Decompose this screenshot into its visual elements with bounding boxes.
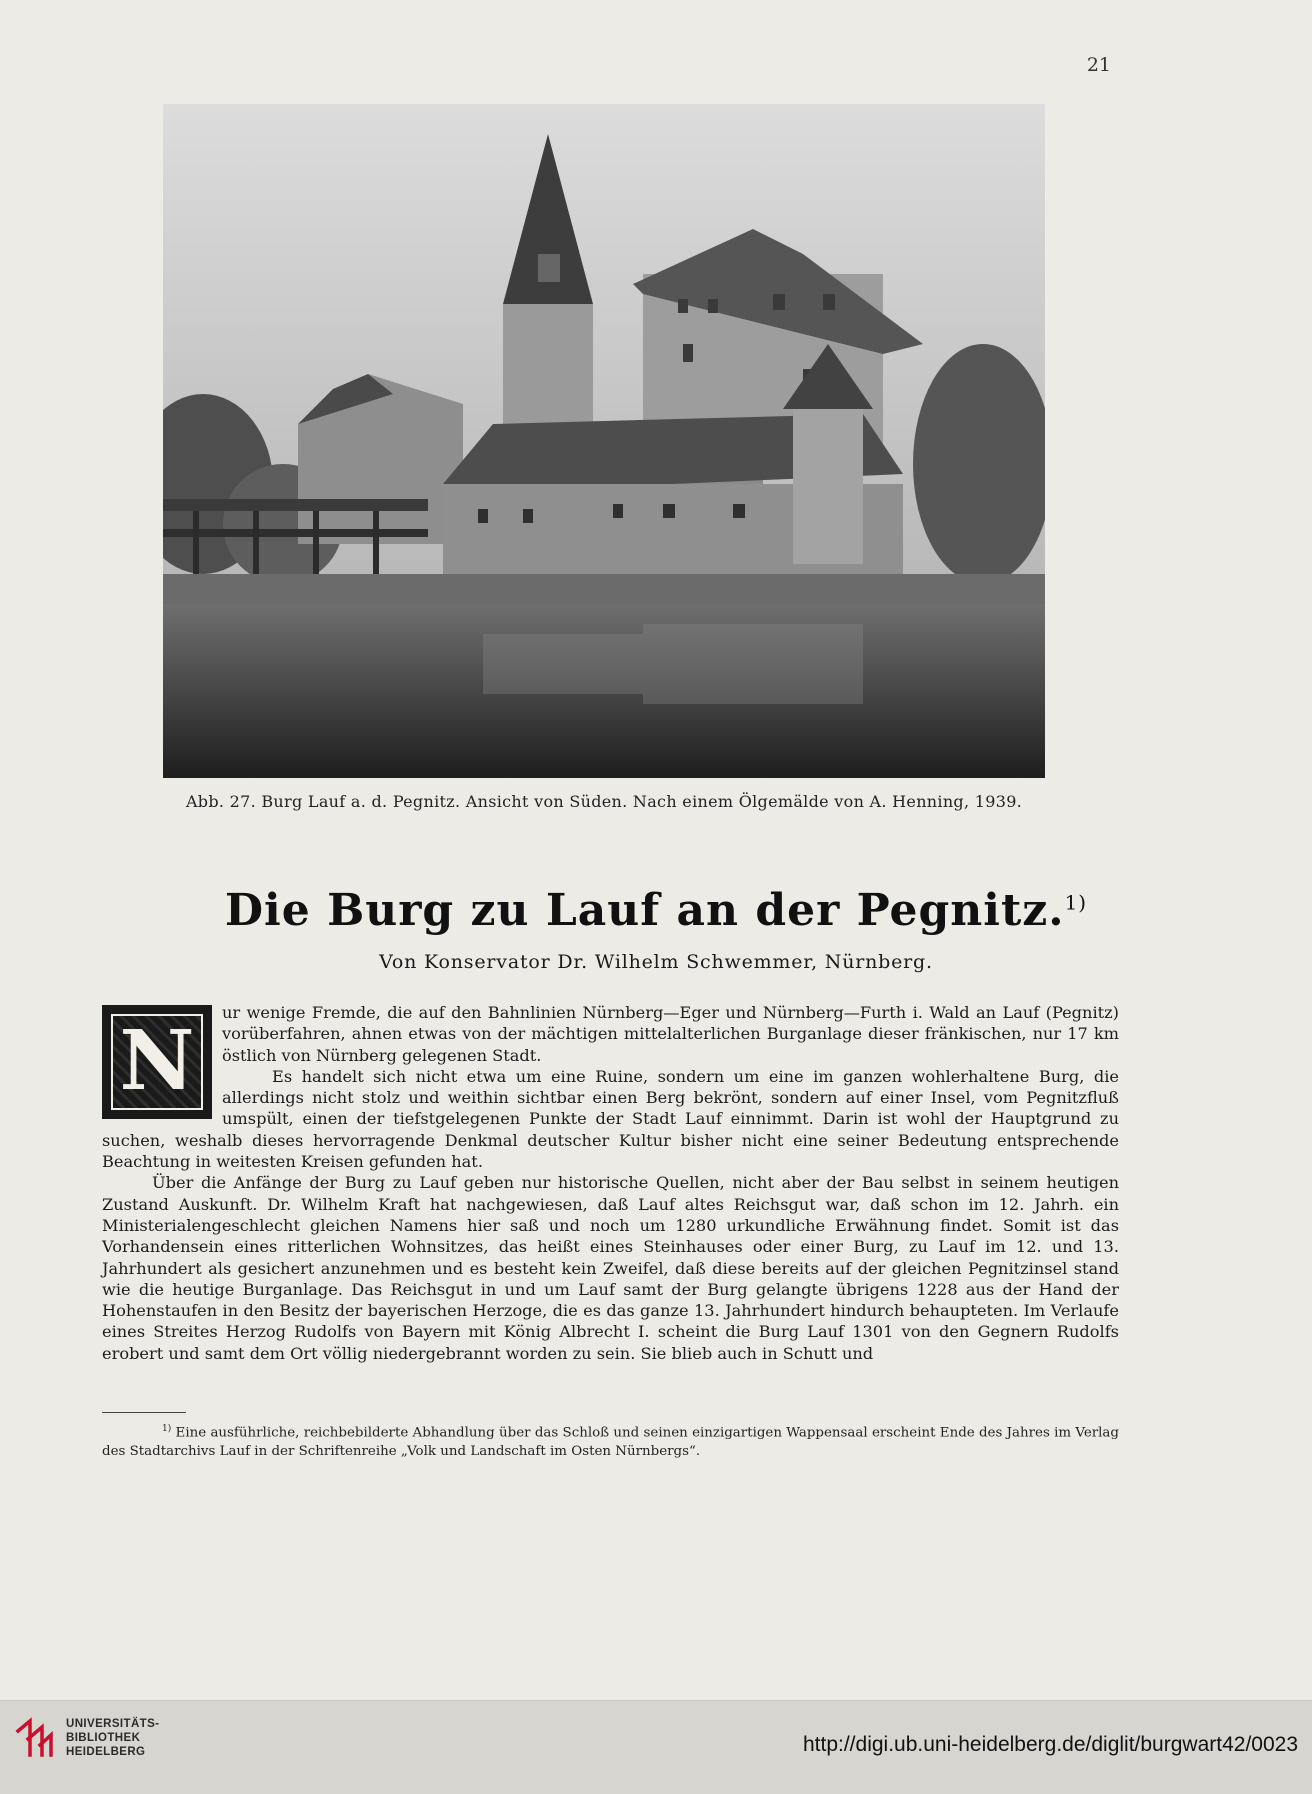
article-body <box>102 1002 1119 1364</box>
initial-letter: N <box>111 1014 203 1110</box>
library-name-line-2: BIBLIOTHEK <box>66 1732 141 1744</box>
castle-painting-image <box>163 104 1045 778</box>
library-name-line-1: UNIVERSITÄTS- <box>66 1718 160 1730</box>
library-name-line-3: HEIDELBERG <box>66 1746 146 1758</box>
article-title-text: Die Burg zu Lauf an der Pegnitz. <box>224 885 1065 936</box>
footnote <box>102 1420 1119 1461</box>
footnote-divider <box>102 1412 186 1413</box>
permalink-url[interactable]: http://digi.ub.uni-heidelberg.de/diglit/burgwart42/0023 <box>802 1733 1298 1756</box>
viewer-footer <box>0 1700 1312 1794</box>
article-byline: Von Konservator Dr. Wilhelm Schwemmer, Nürnberg. <box>379 951 933 973</box>
castle-illustration <box>163 104 1045 778</box>
page-number: 21 <box>1086 54 1111 76</box>
title-footnote-marker: 1) <box>1064 890 1088 915</box>
ornamental-initial <box>102 1005 212 1119</box>
footnote-text: Eine ausführliche, reichbebilderte Abhandlung über das Schloß und seinen einzigartigen Wappensaal erscheint Ende des Jahres im Verlag des Stadtarchivs Lauf in der Schriftenreihe „Volk und Landschaft im Osten Nürnbergs“. <box>102 1425 1119 1460</box>
paragraph-2: Es handelt sich nicht etwa um eine Ruine, sondern um eine im ganzen wohlerhaltene Burg, die allerdings nicht stolz und weithin sichtbar einen Berg bekrönt, sondern auf einer Insel, vom Pegnitzfluß umspült, einen der tiefstgelegenen Punkte der Stadt Lauf einnimmt. Darin ist wohl der Hauptgrund zu suchen, weshalb dieses hervorragende Denkmal deutscher Kultur bisher nicht eine seiner Bedeutung entsprechende Beachtung in weitesten Kreisen gefunden hat. <box>102 1066 1119 1172</box>
library-name <box>66 1717 159 1759</box>
paragraph-3: Über die Anfänge der Burg zu Lauf geben nur historische Quellen, nicht aber der Bau selbst in seinem heutigen Zustand Auskunft. Dr. Wilhelm Kraft hat nachgewiesen, daß Lauf altes Reichsgut war, daß schon im 12. Jahrh. ein Ministerialengeschlecht gleichen Namens hier saß und noch um 1280 urkundliche Erwähnung findet. Somit ist das Vorhandensein eines ritterlichen Wohnsitzes, das heißt eines Steinhauses oder einer Burg, zu Lauf im 12. und 13. Jahrhundert als gesichert anzunehmen und es besteht kein Zweifel, daß diese bereits auf der gleichen Pegnitzinsel stand wie die heutige Burganlage. Das Reichsgut in und um Lauf samt der Burg gelangte übrigens 1228 aus der Hand der Hohenstaufen in den Besitz der bayerischen Herzoge, die es das ganze 13. Jahrhundert hindurch behaupteten. Im Verlaufe eines Streites Herzog Rudolfs von Bayern mit König Albrecht I. scheint die Burg Lauf 1301 von den Gegnern Rudolfs erobert und samt dem Ort völlig niedergebrannt worden zu sein. Sie blieb auch in Schutt und <box>102 1173 1119 1363</box>
footnote-marker: 1) <box>162 1424 172 1434</box>
article-title <box>0 885 1312 936</box>
library-logo-icon <box>14 1717 54 1759</box>
figure-caption: Abb. 27. Burg Lauf a. d. Pegnitz. Ansicht von Süden. Nach einem Ölgemälde von A. Henning, 1939. <box>185 792 1023 811</box>
paragraph-1: ur wenige Fremde, die auf den Bahnlinien Nürnberg—Eger und Nürnberg—Furth i. Wald an Lauf (Pegnitz) vorüberfahren, ahnen etwas von der mächtigen mittelalterlichen Burganlage dieser fränkischen, nur 17 km östlich von Nürnberg gelegenen Stadt. <box>222 1003 1119 1065</box>
library-logo[interactable] <box>14 1717 159 1759</box>
